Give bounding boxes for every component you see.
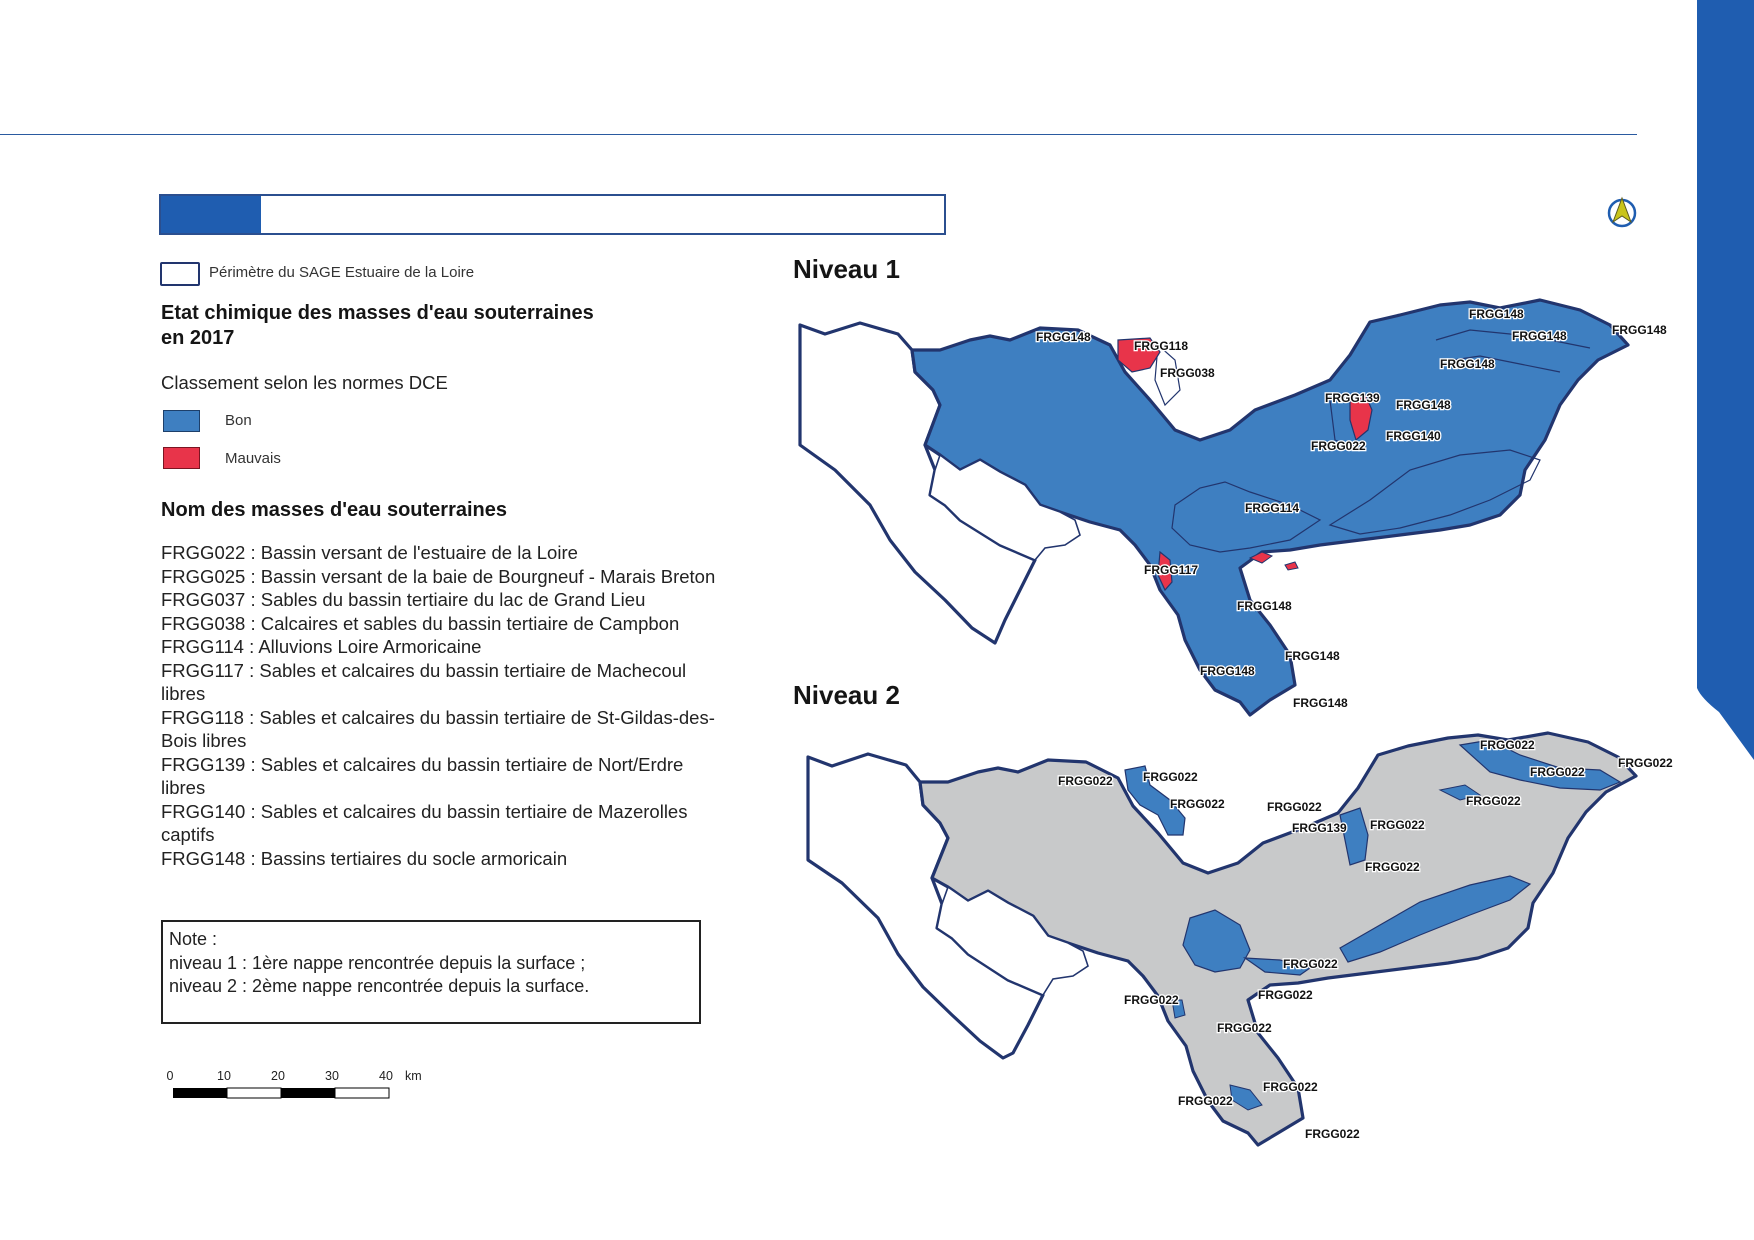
name-item: captifs — [161, 824, 215, 845]
swatch-mauvais — [163, 447, 200, 469]
scale-tick: 40 — [379, 1069, 393, 1083]
chem-heading-line1: Etat chimique des masses d'eau souterraines — [161, 302, 594, 324]
map-label: FRGG022 — [1480, 738, 1535, 752]
map-title-level2: Niveau 2 — [793, 680, 900, 710]
name-item: libres — [161, 683, 206, 704]
name-item: FRGG022 : Bassin versant de l'estuaire de la Loire — [161, 542, 578, 563]
swatch-bon — [163, 410, 200, 432]
name-item: FRGG117 : Sables et calcaires du bassin tertiaire de Machecoul — [161, 659, 687, 681]
scale-tick: 10 — [217, 1069, 231, 1083]
north-arrow-icon — [1604, 195, 1640, 231]
map-label: FRGG022 — [1258, 988, 1313, 1002]
map-label: FRGG022 — [1365, 860, 1420, 874]
map-label: FRGG022 — [1143, 770, 1198, 784]
name-item: libres — [161, 777, 206, 798]
groundwater-body-mauvais — [1285, 562, 1298, 570]
name-item: FRGG148 : Bassins tertiaires du socle armoricain — [161, 847, 568, 869]
map-label: FRGG139 — [1325, 391, 1380, 405]
map-level2 — [780, 725, 1680, 1155]
map-label: FRGG148 — [1285, 649, 1340, 663]
map-label: FRGG022 — [1267, 800, 1322, 814]
scale-tick: 30 — [325, 1069, 339, 1083]
map-label: FRGG148 — [1469, 307, 1524, 321]
header-rule — [0, 134, 1637, 135]
map-label: FRGG148 — [1293, 696, 1348, 710]
map-label: FRGG022 — [1370, 818, 1425, 832]
scale-tick: 20 — [271, 1069, 285, 1083]
name-item: FRGG037 : Sables du bassin tertiaire du lac de Grand Lieu — [161, 589, 646, 610]
names-list — [161, 541, 715, 870]
map-label: FRGG114 — [1245, 501, 1300, 515]
map-label: FRGG118 — [1134, 339, 1189, 353]
note-title: Note : — [169, 929, 218, 949]
classification-label: Classement selon les normes DCE — [161, 372, 448, 393]
name-item: FRGG139 : Sables et calcaires du bassin tertiaire de Nort/Erdre — [161, 753, 684, 775]
map-label: FRGG148 — [1200, 664, 1255, 678]
map-label: FRGG022 — [1217, 1021, 1272, 1035]
note-line2: niveau 2 : 2ème nappe rencontrée depuis la surface. — [169, 976, 590, 996]
perimeter-swatch — [160, 262, 200, 286]
map-label: FRGG022 — [1124, 993, 1179, 1007]
map-title-box — [159, 194, 946, 235]
map-label: FRGG022 — [1618, 756, 1673, 770]
map-label: FRGG022 — [1263, 1080, 1318, 1094]
title-accent — [161, 196, 261, 233]
map-label: FRGG148 — [1512, 329, 1567, 343]
map-label: FRGG022 — [1305, 1127, 1360, 1141]
map-label: FRGG148 — [1612, 323, 1667, 337]
name-item: FRGG118 : Sables et calcaires du bassin tertiaire de St-Gildas-des- — [161, 706, 715, 728]
map-label: FRGG022 — [1530, 765, 1585, 779]
map-label: FRGG022 — [1178, 1094, 1233, 1108]
name-item: FRGG038 : Calcaires et sables du bassin tertiaire de Campbon — [161, 612, 680, 634]
name-item: FRGG114 : Alluvions Loire Armoricaine — [161, 636, 482, 657]
map-label: FRGG038 — [1160, 366, 1215, 380]
map-title-level1: Niveau 1 — [793, 254, 900, 284]
map-label: FRGG117 — [1144, 563, 1199, 577]
map-level1 — [780, 290, 1667, 730]
chem-heading-line2: en 2017 — [161, 327, 235, 349]
scale-bar — [160, 1066, 440, 1104]
map-label: FRGG022 — [1466, 794, 1521, 808]
class-label-mauvais: Mauvais — [225, 450, 281, 467]
side-tab — [1697, 0, 1754, 760]
name-item: Bois libres — [161, 730, 247, 751]
name-item: FRGG025 : Bassin versant de la baie de Bourgneuf - Marais Breton — [161, 565, 716, 587]
map-label: FRGG022 — [1283, 957, 1338, 971]
map-label: FRGG148 — [1440, 357, 1495, 371]
class-label-bon: Bon — [225, 412, 252, 429]
map-label: FRGG139 — [1292, 821, 1347, 835]
note-line1: niveau 1 : 1ère nappe rencontrée depuis la surface ; — [169, 952, 586, 973]
map-label: FRGG140 — [1386, 429, 1441, 443]
map-label: FRGG148 — [1396, 398, 1451, 412]
scale-tick: 0 — [166, 1069, 174, 1083]
perimeter-label: Périmètre du SAGE Estuaire de la Loire — [209, 264, 475, 281]
names-heading: Nom des masses d'eau souterraines — [161, 499, 508, 521]
map-label: FRGG148 — [1237, 599, 1292, 613]
map-label: FRGG022 — [1058, 774, 1113, 788]
note-box — [161, 920, 701, 1024]
name-item: FRGG140 : Sables et calcaires du bassin tertiaire de Mazerolles — [161, 800, 688, 822]
map-label: FRGG148 — [1036, 330, 1091, 344]
scale-unit: km — [405, 1069, 422, 1083]
map-label: FRGG022 — [1311, 439, 1366, 453]
map-label: FRGG022 — [1170, 797, 1225, 811]
